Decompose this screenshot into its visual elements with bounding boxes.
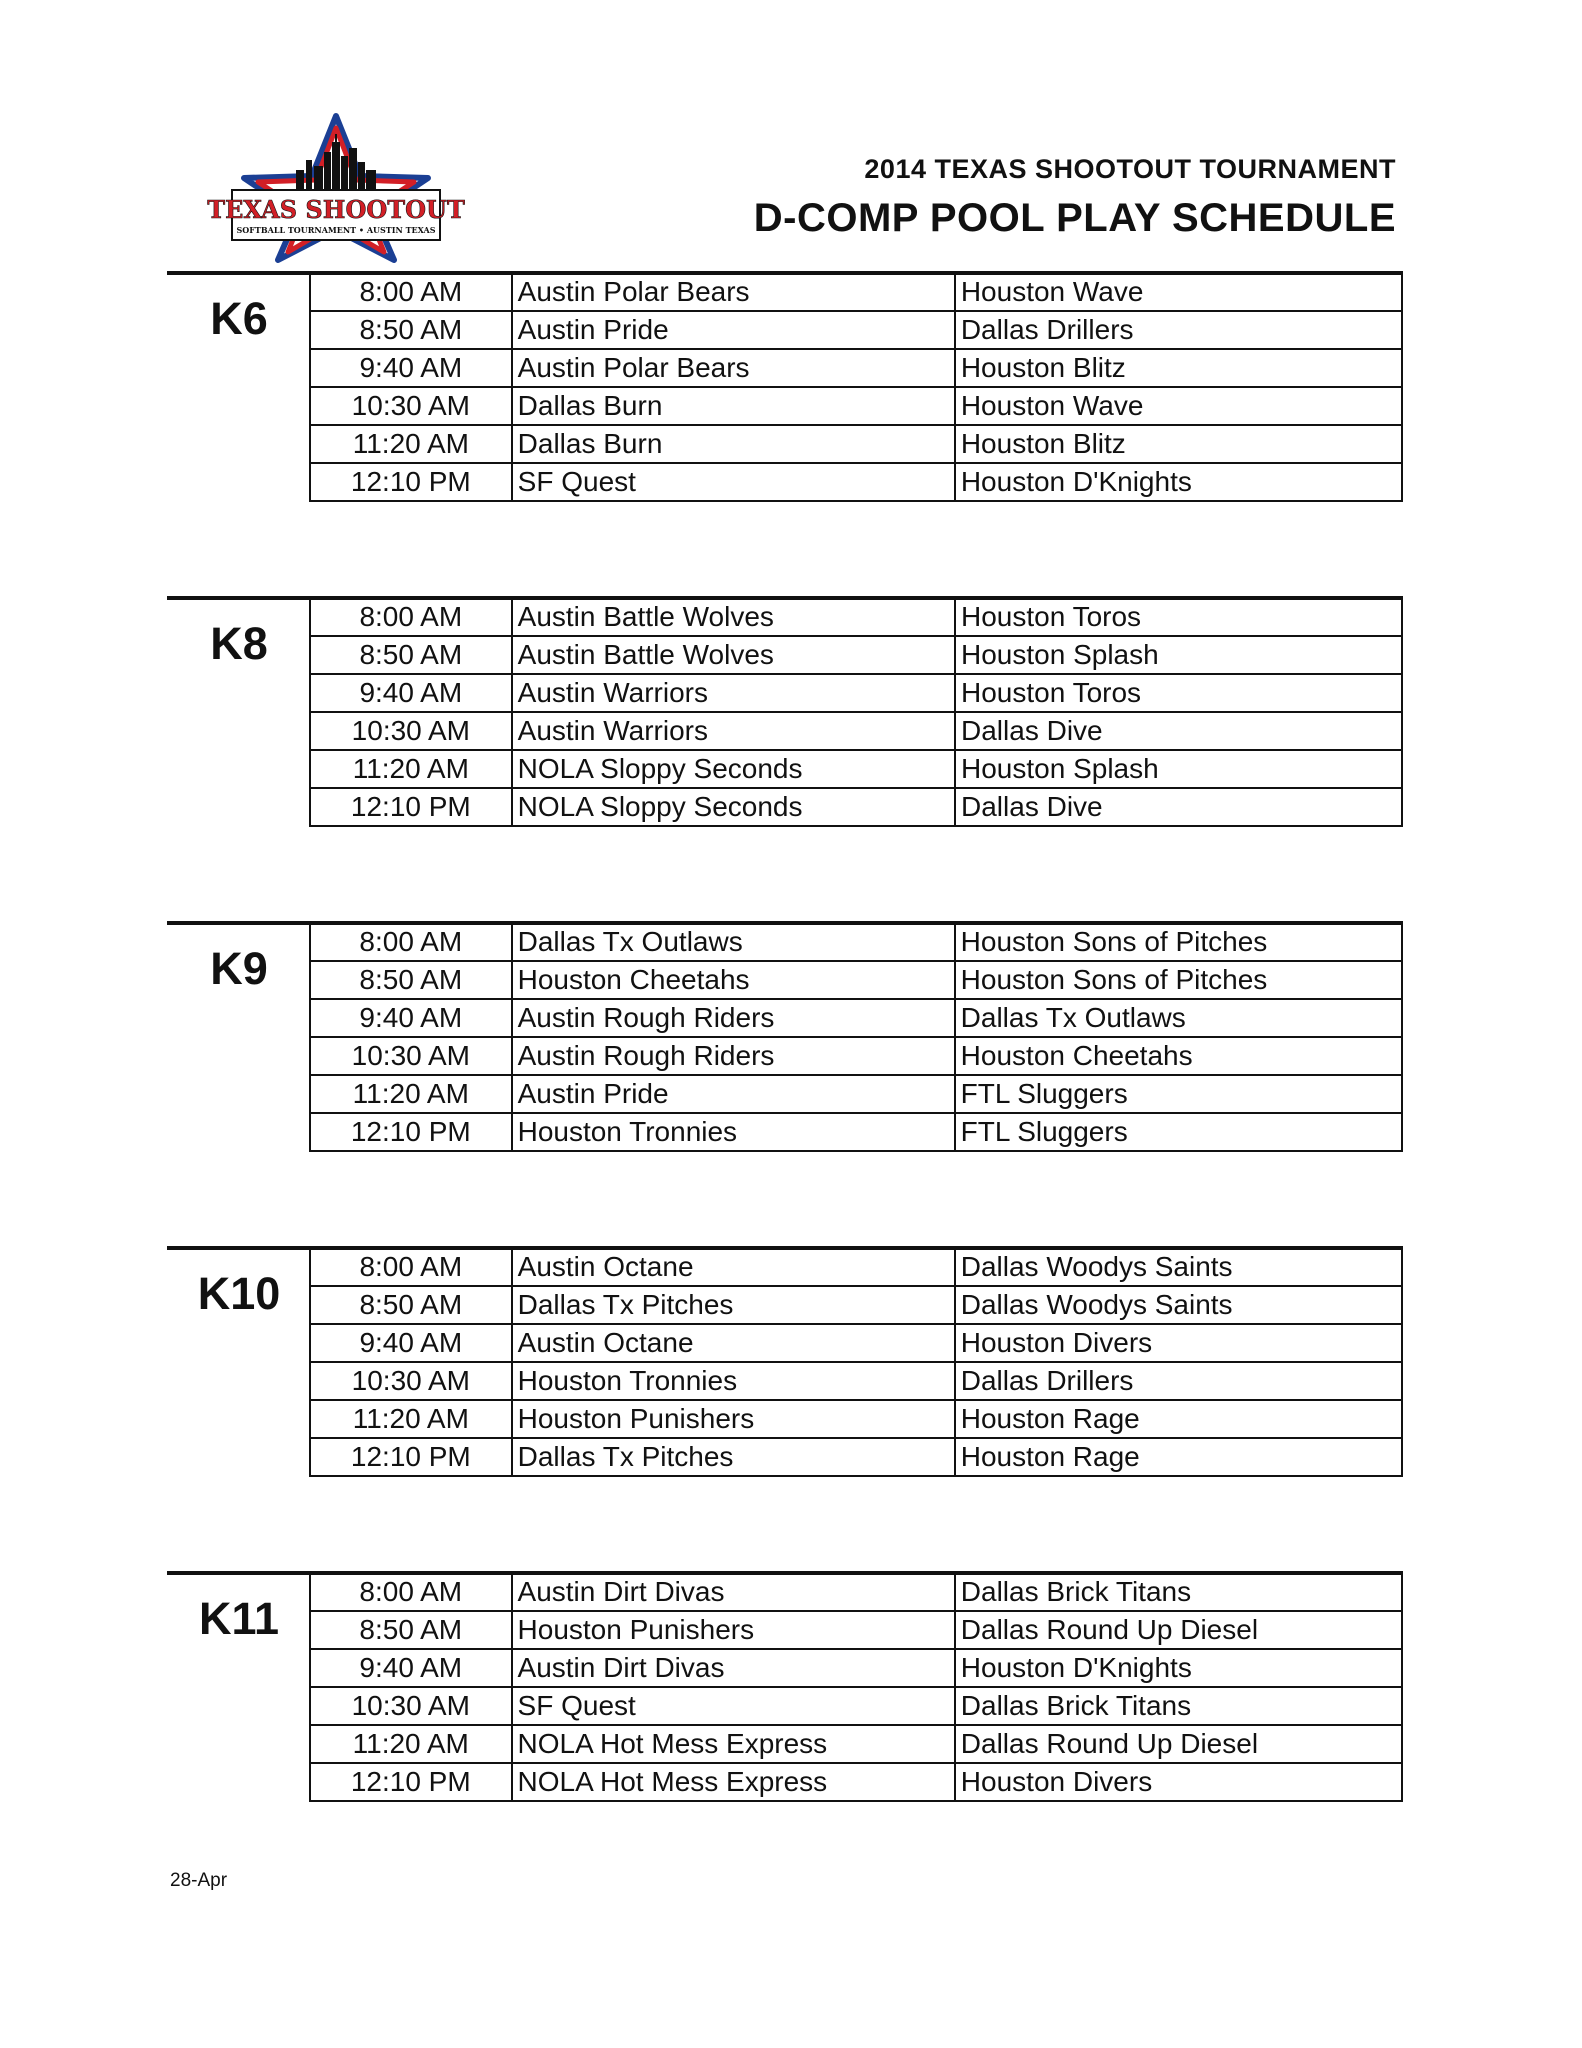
- pool-label: K8: [210, 618, 268, 669]
- game-row: [310, 1725, 1402, 1763]
- home-team: NOLA Sloppy Seconds: [512, 750, 955, 788]
- home-team: Houston Punishers: [512, 1400, 955, 1438]
- home-team: Austin Pride: [512, 311, 955, 349]
- game-row: [310, 999, 1402, 1037]
- away-team: Dallas Tx Outlaws: [955, 999, 1402, 1037]
- game-time: 10:30 AM: [310, 1362, 512, 1400]
- game-row: [310, 463, 1402, 501]
- away-team: Houston Rage: [955, 1400, 1402, 1438]
- game-time: 8:50 AM: [310, 961, 512, 999]
- home-team: Austin Warriors: [512, 674, 955, 712]
- pool-section: [167, 1571, 1403, 1821]
- game-time: 11:20 AM: [310, 1725, 512, 1763]
- home-team: Austin Battle Wolves: [512, 598, 955, 636]
- home-team: Austin Polar Bears: [512, 349, 955, 387]
- away-team: Houston Blitz: [955, 349, 1402, 387]
- game-time: 12:10 PM: [310, 788, 512, 826]
- game-time: 10:30 AM: [310, 1687, 512, 1725]
- game-row: [310, 1362, 1402, 1400]
- game-row: [310, 750, 1402, 788]
- game-row: [310, 1037, 1402, 1075]
- away-team: Houston Toros: [955, 598, 1402, 636]
- away-team: Houston Divers: [955, 1324, 1402, 1362]
- away-team: Dallas Round Up Diesel: [955, 1725, 1402, 1763]
- home-team: Austin Polar Bears: [512, 273, 955, 311]
- pool-label: K9: [210, 943, 268, 994]
- game-time: 10:30 AM: [310, 1037, 512, 1075]
- pool-section: [167, 596, 1403, 846]
- pool-section: [167, 921, 1403, 1171]
- away-team: FTL Sluggers: [955, 1075, 1402, 1113]
- home-team: Dallas Tx Pitches: [512, 1438, 955, 1476]
- away-team: Houston Rage: [955, 1438, 1402, 1476]
- game-row: [310, 636, 1402, 674]
- game-row: [310, 961, 1402, 999]
- pool-label: K6: [210, 293, 268, 344]
- home-team: Austin Battle Wolves: [512, 636, 955, 674]
- game-time: 11:20 AM: [310, 1400, 512, 1438]
- game-row: [310, 712, 1402, 750]
- texas-shootout-logo: [207, 112, 465, 264]
- away-team: Houston Splash: [955, 750, 1402, 788]
- game-time: 12:10 PM: [310, 463, 512, 501]
- pool-section: [167, 1246, 1403, 1496]
- game-time: 12:10 PM: [310, 1113, 512, 1151]
- home-team: NOLA Hot Mess Express: [512, 1763, 955, 1801]
- away-team: Houston Toros: [955, 674, 1402, 712]
- game-row: [310, 1687, 1402, 1725]
- game-time: 10:30 AM: [310, 712, 512, 750]
- home-team: Austin Rough Riders: [512, 999, 955, 1037]
- game-time: 9:40 AM: [310, 349, 512, 387]
- star-skyline-logo-icon: [207, 112, 465, 264]
- home-team: Austin Warriors: [512, 712, 955, 750]
- game-time: 8:00 AM: [310, 923, 512, 961]
- game-time: 8:50 AM: [310, 311, 512, 349]
- home-team: Houston Cheetahs: [512, 961, 955, 999]
- game-row: [310, 1286, 1402, 1324]
- game-row: [310, 311, 1402, 349]
- away-team: Houston Sons of Pitches: [955, 923, 1402, 961]
- logo-subtitle-text: SOFTBALL TOURNAMENT • AUSTIN TEXAS: [236, 225, 436, 235]
- tournament-title: 2014 TEXAS SHOOTOUT TOURNAMENT: [864, 154, 1396, 184]
- away-team: Houston Sons of Pitches: [955, 961, 1402, 999]
- away-team: Dallas Drillers: [955, 311, 1402, 349]
- game-time: 9:40 AM: [310, 999, 512, 1037]
- game-time: 8:00 AM: [310, 1573, 512, 1611]
- game-time: 8:00 AM: [310, 273, 512, 311]
- away-team: Houston D'Knights: [955, 1649, 1402, 1687]
- away-team: FTL Sluggers: [955, 1113, 1402, 1151]
- game-row: [310, 387, 1402, 425]
- game-time: 8:50 AM: [310, 1286, 512, 1324]
- game-time: 8:00 AM: [310, 1248, 512, 1286]
- game-time: 12:10 PM: [310, 1763, 512, 1801]
- game-row: [310, 674, 1402, 712]
- home-team: Austin Dirt Divas: [512, 1649, 955, 1687]
- home-team: Austin Rough Riders: [512, 1037, 955, 1075]
- home-team: Dallas Tx Outlaws: [512, 923, 955, 961]
- game-row: [310, 425, 1402, 463]
- game-time: 11:20 AM: [310, 1075, 512, 1113]
- game-row: [310, 273, 1402, 311]
- away-team: Dallas Brick Titans: [955, 1573, 1402, 1611]
- home-team: Dallas Tx Pitches: [512, 1286, 955, 1324]
- game-row: [310, 1400, 1402, 1438]
- away-team: Houston D'Knights: [955, 463, 1402, 501]
- away-team: Dallas Drillers: [955, 1362, 1402, 1400]
- game-time: 10:30 AM: [310, 387, 512, 425]
- away-team: Houston Splash: [955, 636, 1402, 674]
- home-team: Dallas Burn: [512, 425, 955, 463]
- logo-title-text: TEXAS SHOOTOUT: [207, 195, 465, 224]
- game-time: 11:20 AM: [310, 425, 512, 463]
- away-team: Houston Blitz: [955, 425, 1402, 463]
- schedule-title: D-COMP POOL PLAY SCHEDULE: [753, 196, 1396, 240]
- games-table: [309, 1572, 1403, 1802]
- home-team: NOLA Hot Mess Express: [512, 1725, 955, 1763]
- home-team: Houston Tronnies: [512, 1113, 955, 1151]
- game-row: [310, 1438, 1402, 1476]
- pool-section: [167, 271, 1403, 521]
- games-table: [309, 597, 1403, 827]
- game-row: [310, 598, 1402, 636]
- pool-label: K10: [197, 1268, 281, 1319]
- games-table: [309, 1247, 1403, 1477]
- game-row: [310, 923, 1402, 961]
- game-row: [310, 1611, 1402, 1649]
- game-time: 12:10 PM: [310, 1438, 512, 1476]
- home-team: Austin Octane: [512, 1248, 955, 1286]
- game-time: 9:40 AM: [310, 674, 512, 712]
- game-row: [310, 1573, 1402, 1611]
- home-team: Austin Dirt Divas: [512, 1573, 955, 1611]
- games-table: [309, 272, 1403, 502]
- away-team: Dallas Woodys Saints: [955, 1248, 1402, 1286]
- away-team: Dallas Dive: [955, 712, 1402, 750]
- game-row: [310, 349, 1402, 387]
- home-team: Houston Punishers: [512, 1611, 955, 1649]
- pool-label: K11: [198, 1593, 280, 1644]
- game-time: 9:40 AM: [310, 1324, 512, 1362]
- game-time: 8:50 AM: [310, 636, 512, 674]
- game-row: [310, 1649, 1402, 1687]
- game-row: [310, 1113, 1402, 1151]
- game-time: 11:20 AM: [310, 750, 512, 788]
- away-team: Houston Wave: [955, 273, 1402, 311]
- away-team: Dallas Dive: [955, 788, 1402, 826]
- away-team: Houston Wave: [955, 387, 1402, 425]
- away-team: Houston Divers: [955, 1763, 1402, 1801]
- game-row: [310, 1324, 1402, 1362]
- home-team: SF Quest: [512, 463, 955, 501]
- home-team: Austin Pride: [512, 1075, 955, 1113]
- game-time: 8:50 AM: [310, 1611, 512, 1649]
- home-team: SF Quest: [512, 1687, 955, 1725]
- game-row: [310, 1075, 1402, 1113]
- away-team: Dallas Round Up Diesel: [955, 1611, 1402, 1649]
- home-team: NOLA Sloppy Seconds: [512, 788, 955, 826]
- games-table: [309, 922, 1403, 1152]
- footer-date: 28-Apr: [170, 1870, 228, 1891]
- game-time: 9:40 AM: [310, 1649, 512, 1687]
- game-time: 8:00 AM: [310, 598, 512, 636]
- away-team: Houston Cheetahs: [955, 1037, 1402, 1075]
- game-row: [310, 788, 1402, 826]
- away-team: Dallas Brick Titans: [955, 1687, 1402, 1725]
- away-team: Dallas Woodys Saints: [955, 1286, 1402, 1324]
- home-team: Houston Tronnies: [512, 1362, 955, 1400]
- game-row: [310, 1763, 1402, 1801]
- home-team: Austin Octane: [512, 1324, 955, 1362]
- home-team: Dallas Burn: [512, 387, 955, 425]
- game-row: [310, 1248, 1402, 1286]
